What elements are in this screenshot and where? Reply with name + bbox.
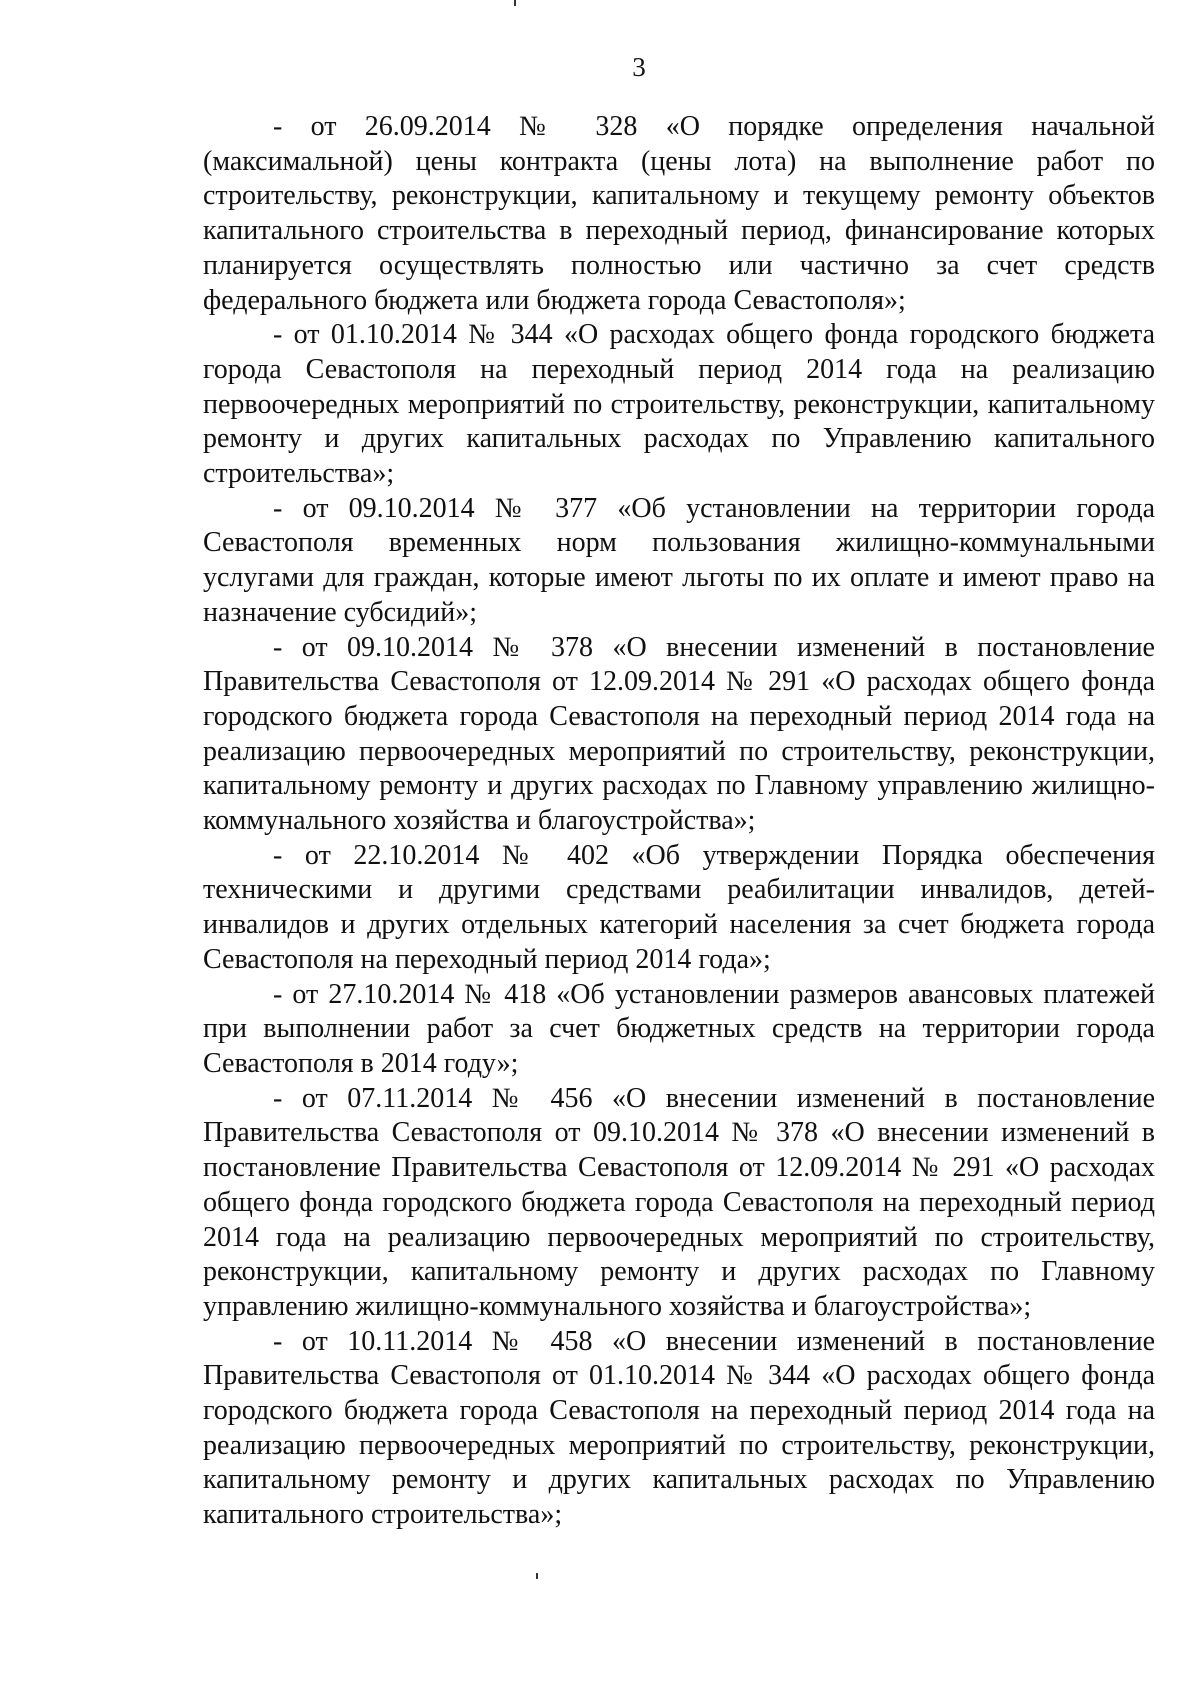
scan-mark xyxy=(514,0,516,6)
list-item: - от 27.10.2014 № 418 «Об установлении размеров авансовых платежей при выполнении работ за счет бюджетных средств на территории города Севастополя в 2014 году»; xyxy=(203,978,1155,1079)
list-item: - от 09.10.2014 № 378 «О внесении изменений в постановление Правительства Севастополя от 12.09.2014 № 291 «О расходах общего фонда городского бюджета города Севастополя на переходный период 2014 года на реализацию первоочередных мероприятий по строительству, реконструкции, капитальному ремонту и других расходах по Главному управлению жилищно-коммунального хозяйства и благоустройства»; xyxy=(203,631,1155,837)
scan-mark xyxy=(536,1573,538,1579)
list-item: - от 01.10.2014 № 344 «О расходах общего фонда городского бюджета города Севастополя на переходный период 2014 года на реализацию первоочередных мероприятий по строительству, реконструкции, капитальному ремонту и других капитальных расходах по Управлению капитального строительства»; xyxy=(203,319,1155,490)
list-item: - от 22.10.2014 № 402 «Об утверждении Порядка обеспечения техническими и другими средствами реабилитации инвалидов, детей-инвалидов и других отдельных категорий населения за счет бюджета города Севастополя на переходный период 2014 года»; xyxy=(203,839,1155,975)
list-item: - от 10.11.2014 № 458 «О внесении изменений в постановление Правительства Севастополя от 01.10.2014 № 344 «О расходах общего фонда городского бюджета города Севастополя на переходный период 2014 года на реализацию первоочередных мероприятий по строительству, реконструкции, капитальному ремонту и других капитальных расходах по Управлению капитального строительства»; xyxy=(203,1325,1155,1531)
list-item: - от 07.11.2014 № 456 «О внесении изменений в постановление Правительства Севастополя от 09.10.2014 № 378 «О внесении изменений в постановление Правительства Севастополя от 12.09.2014 № 291 «О расходах общего фонда городского бюджета города Севастополя на переходный период 2014 года на реализацию первоочередных мероприятий по строительству, реконструкции, капитальному ремонту и других расходах по Главному управлению жилищно-коммунального хозяйства и благоустройства»; xyxy=(203,1082,1155,1322)
page-number: 3 xyxy=(632,52,646,82)
list-item: - от 09.10.2014 № 377 «Об установлении на территории города Севастополя временных норм пользования жилищно-коммунальными услугами для граждан, которые имеют льготы по их оплате и имеют право на назначение субсидий»; xyxy=(203,492,1155,628)
document-body xyxy=(203,110,1155,1533)
list-item: - от 26.09.2014 № 328 «О порядке определения начальной (максимальной) цены контракта (цены лота) на выполнение работ по строительству, реконструкции, капитальному и текущему ремонту объектов капитального строительства в переходный период, финансирование которых планируется осуществлять полностью или частично за счет средств федерального бюджета или бюджета города Севастополя»; xyxy=(203,111,1155,316)
